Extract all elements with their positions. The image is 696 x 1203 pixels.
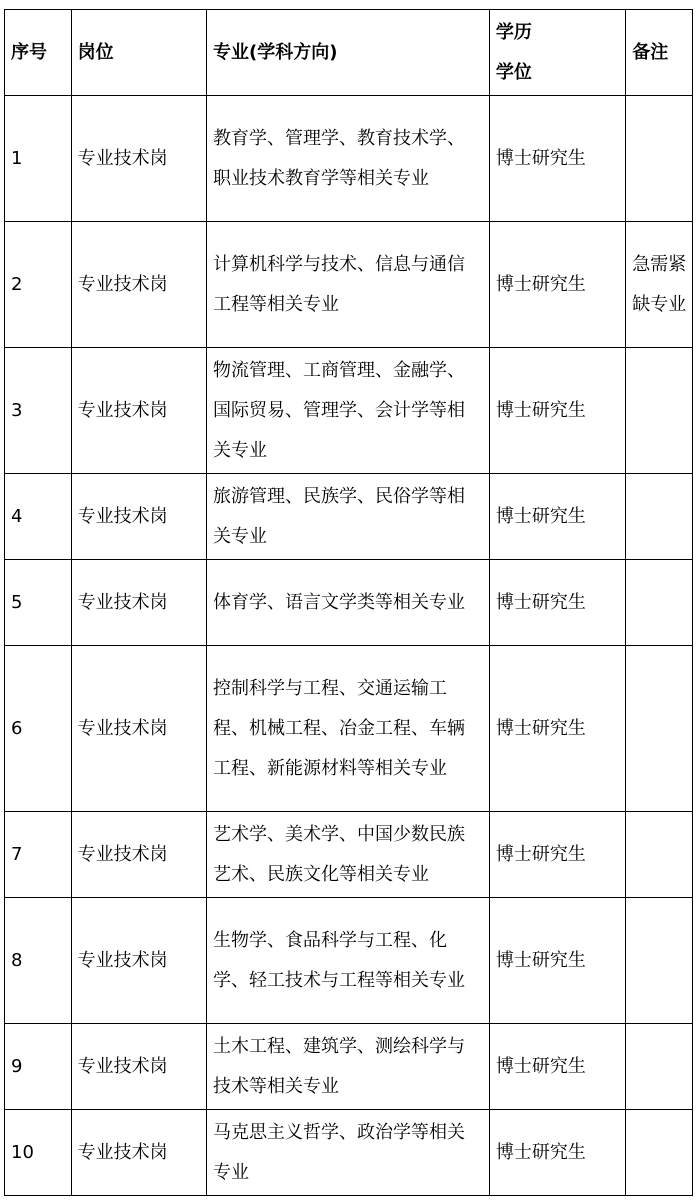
cell-degree: 博士研究生 — [489, 348, 625, 474]
table-row — [5, 222, 693, 348]
cell-remark — [626, 96, 693, 222]
cell-index: 9 — [5, 1024, 72, 1110]
cell-remark — [626, 898, 693, 1024]
header-position: 岗位 — [71, 10, 206, 96]
header-degree-line2: 学位 — [495, 61, 532, 83]
table-row — [5, 1024, 693, 1110]
header-major: 专业(学科方向) — [207, 10, 490, 96]
cell-degree: 博士研究生 — [489, 898, 625, 1024]
cell-degree: 博士研究生 — [489, 222, 625, 348]
cell-major: 物流管理、工商管理、金融学、国际贸易、管理学、会计学等相关专业 — [207, 348, 490, 474]
cell-remark — [626, 560, 693, 646]
table-row — [5, 1110, 693, 1196]
cell-index: 6 — [5, 646, 72, 812]
table-row — [5, 812, 693, 898]
recruitment-table-wrapper — [4, 9, 693, 1196]
table-row — [5, 646, 693, 812]
table-header-row — [5, 10, 693, 96]
cell-degree: 博士研究生 — [489, 560, 625, 646]
cell-remark — [626, 474, 693, 560]
cell-remark — [626, 646, 693, 812]
table-row — [5, 348, 693, 474]
cell-degree: 博士研究生 — [489, 474, 625, 560]
cell-major: 生物学、食品科学与工程、化学、轻工技术与工程等相关专业 — [207, 898, 490, 1024]
cell-degree: 博士研究生 — [489, 1024, 625, 1110]
cell-position: 专业技术岗 — [71, 812, 206, 898]
cell-major: 旅游管理、民族学、民俗学等相关专业 — [207, 474, 490, 560]
cell-remark — [626, 348, 693, 474]
cell-position: 专业技术岗 — [71, 1110, 206, 1196]
cell-position: 专业技术岗 — [71, 348, 206, 474]
cell-remark — [626, 1024, 693, 1110]
cell-degree: 博士研究生 — [489, 96, 625, 222]
cell-major: 土木工程、建筑学、测绘科学与技术等相关专业 — [207, 1024, 490, 1110]
cell-position: 专业技术岗 — [71, 898, 206, 1024]
table-row — [5, 96, 693, 222]
cell-remark — [626, 812, 693, 898]
cell-degree: 博士研究生 — [489, 646, 625, 812]
header-index: 序号 — [5, 10, 72, 96]
cell-major: 教育学、管理学、教育技术学、职业技术教育学等相关专业 — [207, 96, 490, 222]
cell-index: 2 — [5, 222, 72, 348]
cell-position: 专业技术岗 — [71, 1024, 206, 1110]
cell-major: 体育学、语言文学类等相关专业 — [207, 560, 490, 646]
cell-degree: 博士研究生 — [489, 1110, 625, 1196]
cell-position: 专业技术岗 — [71, 646, 206, 812]
cell-major: 计算机科学与技术、信息与通信工程等相关专业 — [207, 222, 490, 348]
table-row — [5, 898, 693, 1024]
cell-major: 控制科学与工程、交通运输工程、机械工程、冶金工程、车辆工程、新能源材料等相关专业 — [207, 646, 490, 812]
header-remark: 备注 — [626, 10, 693, 96]
cell-index: 3 — [5, 348, 72, 474]
cell-major: 马克思主义哲学、政治学等相关专业 — [207, 1110, 490, 1196]
cell-remark: 急需紧缺专业 — [626, 222, 693, 348]
cell-index: 8 — [5, 898, 72, 1024]
table-row — [5, 560, 693, 646]
cell-index: 10 — [5, 1110, 72, 1196]
cell-index: 1 — [5, 96, 72, 222]
cell-index: 4 — [5, 474, 72, 560]
recruitment-table — [4, 9, 693, 1196]
header-degree — [489, 10, 625, 96]
cell-degree: 博士研究生 — [489, 812, 625, 898]
cell-position: 专业技术岗 — [71, 96, 206, 222]
cell-position: 专业技术岗 — [71, 474, 206, 560]
cell-position: 专业技术岗 — [71, 222, 206, 348]
header-degree-line1: 学历 — [495, 21, 532, 43]
cell-index: 7 — [5, 812, 72, 898]
cell-remark — [626, 1110, 693, 1196]
cell-major: 艺术学、美术学、中国少数民族艺术、民族文化等相关专业 — [207, 812, 490, 898]
cell-index: 5 — [5, 560, 72, 646]
cell-position: 专业技术岗 — [71, 560, 206, 646]
table-row — [5, 474, 693, 560]
